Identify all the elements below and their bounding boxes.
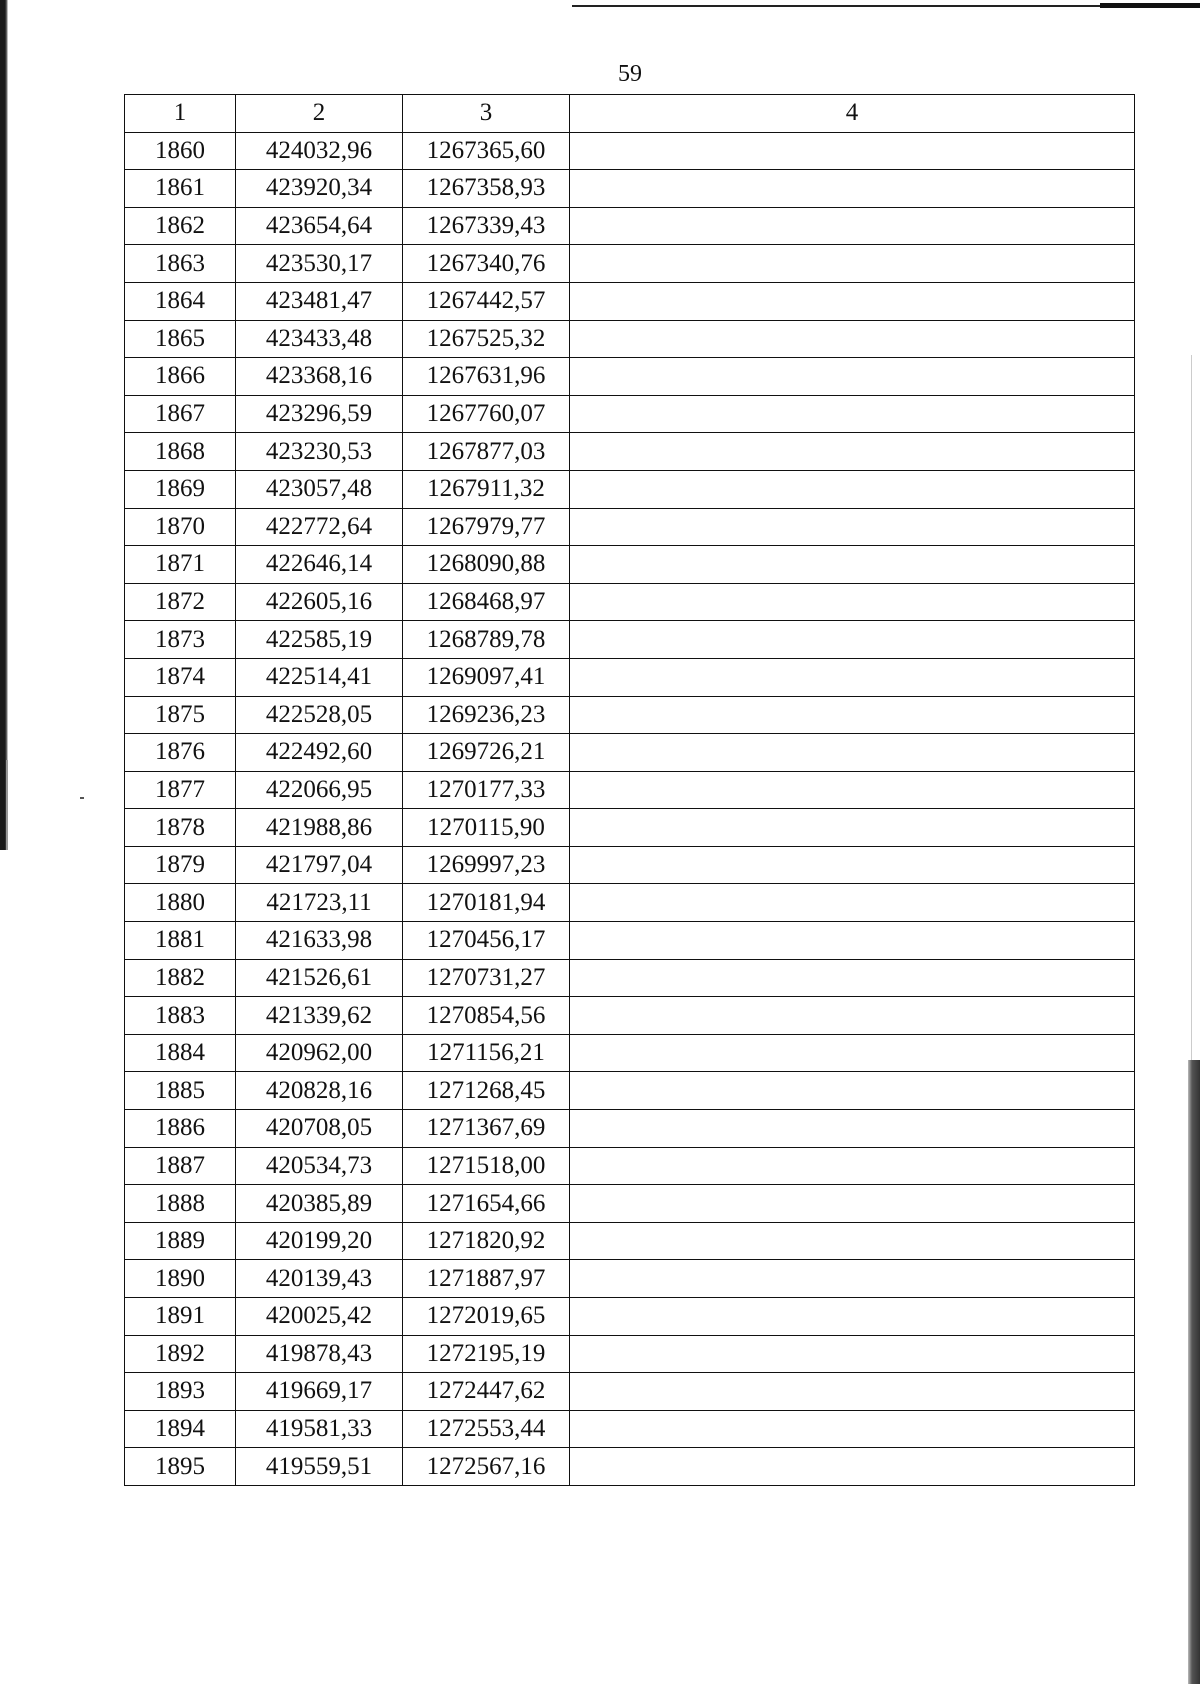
table-cell: 420385,89 [236, 1185, 403, 1223]
table-cell [570, 1298, 1135, 1336]
table-cell: 1872 [125, 583, 236, 621]
table-cell [570, 922, 1135, 960]
table-cell: 1271820,92 [403, 1222, 570, 1260]
table-row [125, 809, 1135, 847]
table-cell: 423368,16 [236, 358, 403, 396]
table-cell: 422514,41 [236, 658, 403, 696]
table-row [125, 1034, 1135, 1072]
table-row [125, 1147, 1135, 1185]
table-cell [570, 997, 1135, 1035]
table-cell: 419581,33 [236, 1410, 403, 1448]
table-row [125, 245, 1135, 283]
table-cell [570, 546, 1135, 584]
table-cell: 422585,19 [236, 621, 403, 659]
table-cell: 1873 [125, 621, 236, 659]
table-row [125, 658, 1135, 696]
table-row [125, 846, 1135, 884]
table-cell [570, 395, 1135, 433]
table-cell: 1269236,23 [403, 696, 570, 734]
table-cell: 420828,16 [236, 1072, 403, 1110]
table-cell: 1887 [125, 1147, 236, 1185]
column-header: 4 [570, 95, 1135, 133]
table-cell: 1860 [125, 132, 236, 170]
table-row [125, 1222, 1135, 1260]
table-cell [570, 884, 1135, 922]
table-cell [570, 696, 1135, 734]
table-cell: 421526,61 [236, 959, 403, 997]
table-cell: 1895 [125, 1448, 236, 1486]
table-cell: 1267340,76 [403, 245, 570, 283]
table-cell: 420534,73 [236, 1147, 403, 1185]
table-cell [570, 170, 1135, 208]
table-cell: 1267979,77 [403, 508, 570, 546]
table-cell [570, 1448, 1135, 1486]
table-cell: 1267760,07 [403, 395, 570, 433]
table-body [125, 132, 1135, 1485]
table-cell: 1890 [125, 1260, 236, 1298]
table-cell: 1892 [125, 1335, 236, 1373]
table-cell [570, 245, 1135, 283]
column-header: 2 [236, 95, 403, 133]
table-row [125, 734, 1135, 772]
table-cell: 1269997,23 [403, 846, 570, 884]
table-cell [570, 846, 1135, 884]
table-cell [570, 1034, 1135, 1072]
table-cell [570, 771, 1135, 809]
table-cell: 1268789,78 [403, 621, 570, 659]
table-cell: 1886 [125, 1110, 236, 1148]
table-cell: 421339,62 [236, 997, 403, 1035]
table-cell: 420708,05 [236, 1110, 403, 1148]
table-cell: 1864 [125, 282, 236, 320]
table-cell: 423230,53 [236, 433, 403, 471]
table-cell: 423481,47 [236, 282, 403, 320]
table-cell [570, 1410, 1135, 1448]
table-cell: 1271268,45 [403, 1072, 570, 1110]
table-cell: 1879 [125, 846, 236, 884]
table-cell: 1882 [125, 959, 236, 997]
table-cell: 419878,43 [236, 1335, 403, 1373]
table-row [125, 583, 1135, 621]
table-row [125, 508, 1135, 546]
table-row [125, 1260, 1135, 1298]
table-cell [570, 1335, 1135, 1373]
table-row [125, 470, 1135, 508]
table-cell: 423433,48 [236, 320, 403, 358]
table-cell: 1271887,97 [403, 1260, 570, 1298]
table-cell: 1267339,43 [403, 207, 570, 245]
table-cell: 1888 [125, 1185, 236, 1223]
table-cell [570, 734, 1135, 772]
table-cell [570, 470, 1135, 508]
table-cell: 1894 [125, 1410, 236, 1448]
table-row [125, 997, 1135, 1035]
table-cell: 423920,34 [236, 170, 403, 208]
table-cell [570, 207, 1135, 245]
table-row [125, 207, 1135, 245]
table-cell: 1267358,93 [403, 170, 570, 208]
table-cell: 1880 [125, 884, 236, 922]
table-cell: 1267365,60 [403, 132, 570, 170]
table-cell: 1270731,27 [403, 959, 570, 997]
table-row [125, 546, 1135, 584]
table-cell: 422605,16 [236, 583, 403, 621]
table-row [125, 1448, 1135, 1486]
table-cell: 422772,64 [236, 508, 403, 546]
table-cell: 1878 [125, 809, 236, 847]
table-cell: 421797,04 [236, 846, 403, 884]
table-cell: 1267911,32 [403, 470, 570, 508]
table-cell: 1866 [125, 358, 236, 396]
table-cell [570, 1260, 1135, 1298]
table-cell: 1876 [125, 734, 236, 772]
table-row [125, 170, 1135, 208]
table-row [125, 395, 1135, 433]
table-cell: 1271367,69 [403, 1110, 570, 1148]
table-cell [570, 508, 1135, 546]
table-cell: 1875 [125, 696, 236, 734]
table-cell: 1863 [125, 245, 236, 283]
table-cell: 421723,11 [236, 884, 403, 922]
table-cell: 424032,96 [236, 132, 403, 170]
table-row [125, 696, 1135, 734]
table-cell [570, 1373, 1135, 1411]
table-cell: 1271654,66 [403, 1185, 570, 1223]
table-cell: 1271518,00 [403, 1147, 570, 1185]
table-cell [570, 320, 1135, 358]
table-cell: 1861 [125, 170, 236, 208]
column-header: 1 [125, 95, 236, 133]
table-cell: 423530,17 [236, 245, 403, 283]
table-cell: 1865 [125, 320, 236, 358]
table-row [125, 959, 1135, 997]
table-row [125, 922, 1135, 960]
table-cell: 1270181,94 [403, 884, 570, 922]
table-cell: 422492,60 [236, 734, 403, 772]
table-cell: 1269726,21 [403, 734, 570, 772]
table-cell: 421633,98 [236, 922, 403, 960]
table-cell: 1884 [125, 1034, 236, 1072]
table-cell: 1893 [125, 1373, 236, 1411]
table-cell: 422066,95 [236, 771, 403, 809]
table-cell: 1267631,96 [403, 358, 570, 396]
scan-edge-top-thick [1100, 3, 1200, 8]
table-cell [570, 809, 1135, 847]
table-cell: 1871 [125, 546, 236, 584]
table-cell: 1268090,88 [403, 546, 570, 584]
table-cell: 1868 [125, 433, 236, 471]
table-cell: 1267877,03 [403, 433, 570, 471]
scan-edge-left-thin [6, 760, 8, 850]
table-cell: 1270456,17 [403, 922, 570, 960]
scan-edge-left [0, 0, 8, 850]
table-cell: 1270854,56 [403, 997, 570, 1035]
table-cell [570, 132, 1135, 170]
table-row [125, 320, 1135, 358]
table-cell: 1881 [125, 922, 236, 960]
table-cell: 1269097,41 [403, 658, 570, 696]
table-cell: 420199,20 [236, 1222, 403, 1260]
table-cell: 1874 [125, 658, 236, 696]
table-cell [570, 1110, 1135, 1148]
table-cell: 1869 [125, 470, 236, 508]
table-cell [570, 433, 1135, 471]
table-row [125, 1072, 1135, 1110]
table-cell: 1891 [125, 1298, 236, 1336]
table-cell: 423057,48 [236, 470, 403, 508]
table-cell [570, 358, 1135, 396]
scan-edge-right-thin [1191, 355, 1192, 1060]
table-cell [570, 583, 1135, 621]
table-row [125, 1373, 1135, 1411]
table-row [125, 1110, 1135, 1148]
table-row [125, 1335, 1135, 1373]
table-row [125, 132, 1135, 170]
table-cell: 1870 [125, 508, 236, 546]
header-row [125, 95, 1135, 133]
table-row [125, 771, 1135, 809]
table-cell: 1885 [125, 1072, 236, 1110]
table-row [125, 621, 1135, 659]
table-cell: 419559,51 [236, 1448, 403, 1486]
table-cell: 1862 [125, 207, 236, 245]
table-cell: 420139,43 [236, 1260, 403, 1298]
table-cell: 1272567,16 [403, 1448, 570, 1486]
table-cell [570, 1072, 1135, 1110]
table-cell [570, 621, 1135, 659]
column-header: 3 [403, 95, 570, 133]
table-row [125, 433, 1135, 471]
table-cell: 420025,42 [236, 1298, 403, 1336]
table-cell: 1267525,32 [403, 320, 570, 358]
table-cell: 1883 [125, 997, 236, 1035]
table-cell: 1889 [125, 1222, 236, 1260]
scan-speck [80, 797, 84, 799]
table-cell [570, 658, 1135, 696]
table-cell: 423654,64 [236, 207, 403, 245]
table-cell: 1272553,44 [403, 1410, 570, 1448]
table-cell: 1272447,62 [403, 1373, 570, 1411]
table-row [125, 282, 1135, 320]
table-cell: 1270177,33 [403, 771, 570, 809]
table-cell: 1271156,21 [403, 1034, 570, 1072]
coordinates-table [124, 94, 1135, 1486]
table-cell: 419669,17 [236, 1373, 403, 1411]
table-row [125, 884, 1135, 922]
table-row [125, 1185, 1135, 1223]
table-cell: 1267442,57 [403, 282, 570, 320]
table-cell: 421988,86 [236, 809, 403, 847]
table-cell: 422646,14 [236, 546, 403, 584]
table-cell [570, 282, 1135, 320]
table-cell [570, 1222, 1135, 1260]
table-row [125, 1298, 1135, 1336]
table-cell [570, 1147, 1135, 1185]
table-cell: 1268468,97 [403, 583, 570, 621]
table-cell: 1272195,19 [403, 1335, 570, 1373]
table-cell: 1877 [125, 771, 236, 809]
table-cell [570, 1185, 1135, 1223]
table-cell: 423296,59 [236, 395, 403, 433]
table-row [125, 1410, 1135, 1448]
table-cell: 1867 [125, 395, 236, 433]
table-cell: 1272019,65 [403, 1298, 570, 1336]
page-number: 59 [618, 61, 642, 87]
table-cell [570, 959, 1135, 997]
table-row [125, 358, 1135, 396]
table-header [125, 95, 1135, 133]
scan-edge-right [1188, 1060, 1200, 1684]
table-cell: 422528,05 [236, 696, 403, 734]
table-cell: 1270115,90 [403, 809, 570, 847]
table-cell: 420962,00 [236, 1034, 403, 1072]
